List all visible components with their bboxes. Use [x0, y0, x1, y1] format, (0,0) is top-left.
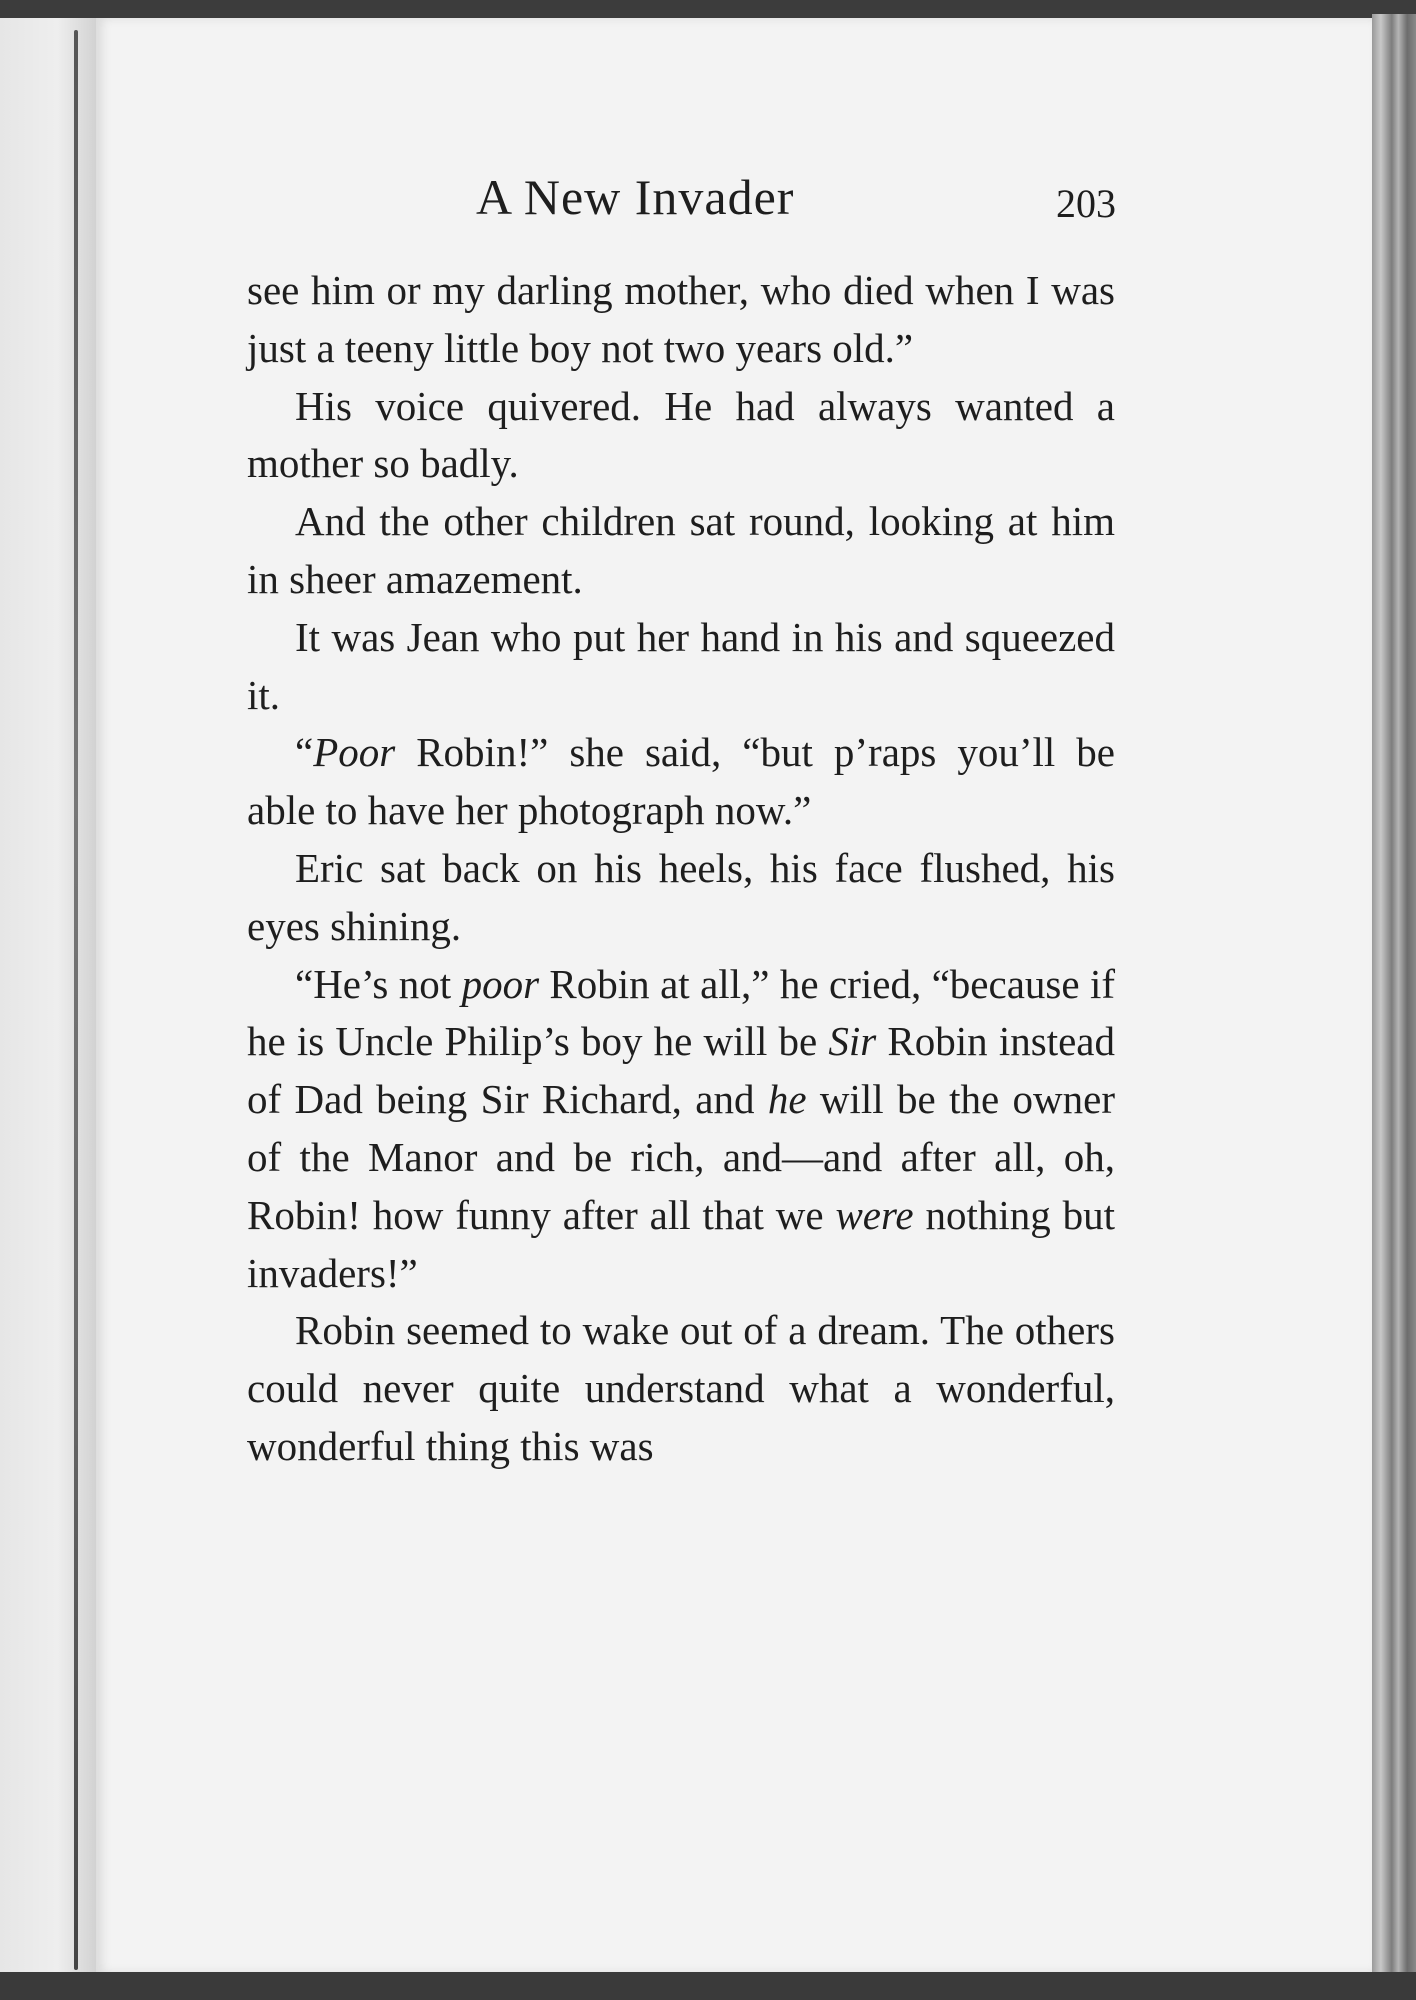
paragraph: [247, 609, 1115, 725]
paragraph: [247, 378, 1115, 494]
text-run: Robin!” she said, “but p’raps you’ll be able to have her photograph now.”: [247, 729, 1115, 834]
text-run: “: [295, 729, 314, 776]
italic-text: were: [835, 1191, 914, 1238]
text-run: His voice quivered. He had always wanted a mother so badly.: [247, 382, 1115, 487]
body-text: [247, 262, 1115, 1476]
page-header: [96, 168, 1372, 228]
page-block-edge: [1372, 14, 1416, 1980]
paragraph: [247, 956, 1115, 1303]
text-run: Robin at all,” he cried, “because if he is Uncle Philip’s boy he will be: [247, 960, 1115, 1065]
text-run: will be the owner of the Manor and be rich, and—and after all, oh, Robin! how funny after all that we: [247, 1076, 1115, 1238]
text-run: Robin seemed to wake out of a dream. The others could never quite understand what a wonderful, wonderful thing this was: [247, 1307, 1115, 1469]
text-run: And the other children sat round, looking at him in sheer amazement.: [247, 498, 1115, 602]
paragraph: [247, 1302, 1115, 1475]
scan-bottom-border: [0, 1972, 1416, 2000]
text-run: It was Jean who put her hand in his and squeezed it.: [247, 613, 1115, 718]
paragraph: [247, 262, 1115, 378]
italic-text: poor: [461, 960, 540, 1007]
running-title: A New Invader: [476, 169, 795, 225]
italic-text: he: [767, 1076, 807, 1123]
text-run: see him or my darling mother, who died when I was just a teeny little boy not two years old.”: [247, 267, 1115, 371]
left-facing-page: [0, 18, 96, 1978]
paragraph: [247, 493, 1115, 609]
text-run: Robin instead of Dad being Sir Richard, and: [247, 1018, 1115, 1123]
italic-text: Sir: [828, 1018, 877, 1065]
italic-text: Poor: [313, 729, 396, 776]
text-run: nothing but invaders!”: [247, 1191, 1115, 1296]
text-run: Eric sat back on his heels, his face flushed, his eyes shining.: [247, 844, 1115, 949]
text-run: “He’s not: [295, 960, 462, 1007]
page-number: 203: [1056, 181, 1116, 226]
left-page-edge: [74, 30, 78, 1970]
paragraph: [247, 840, 1115, 956]
paragraph: [247, 724, 1115, 840]
